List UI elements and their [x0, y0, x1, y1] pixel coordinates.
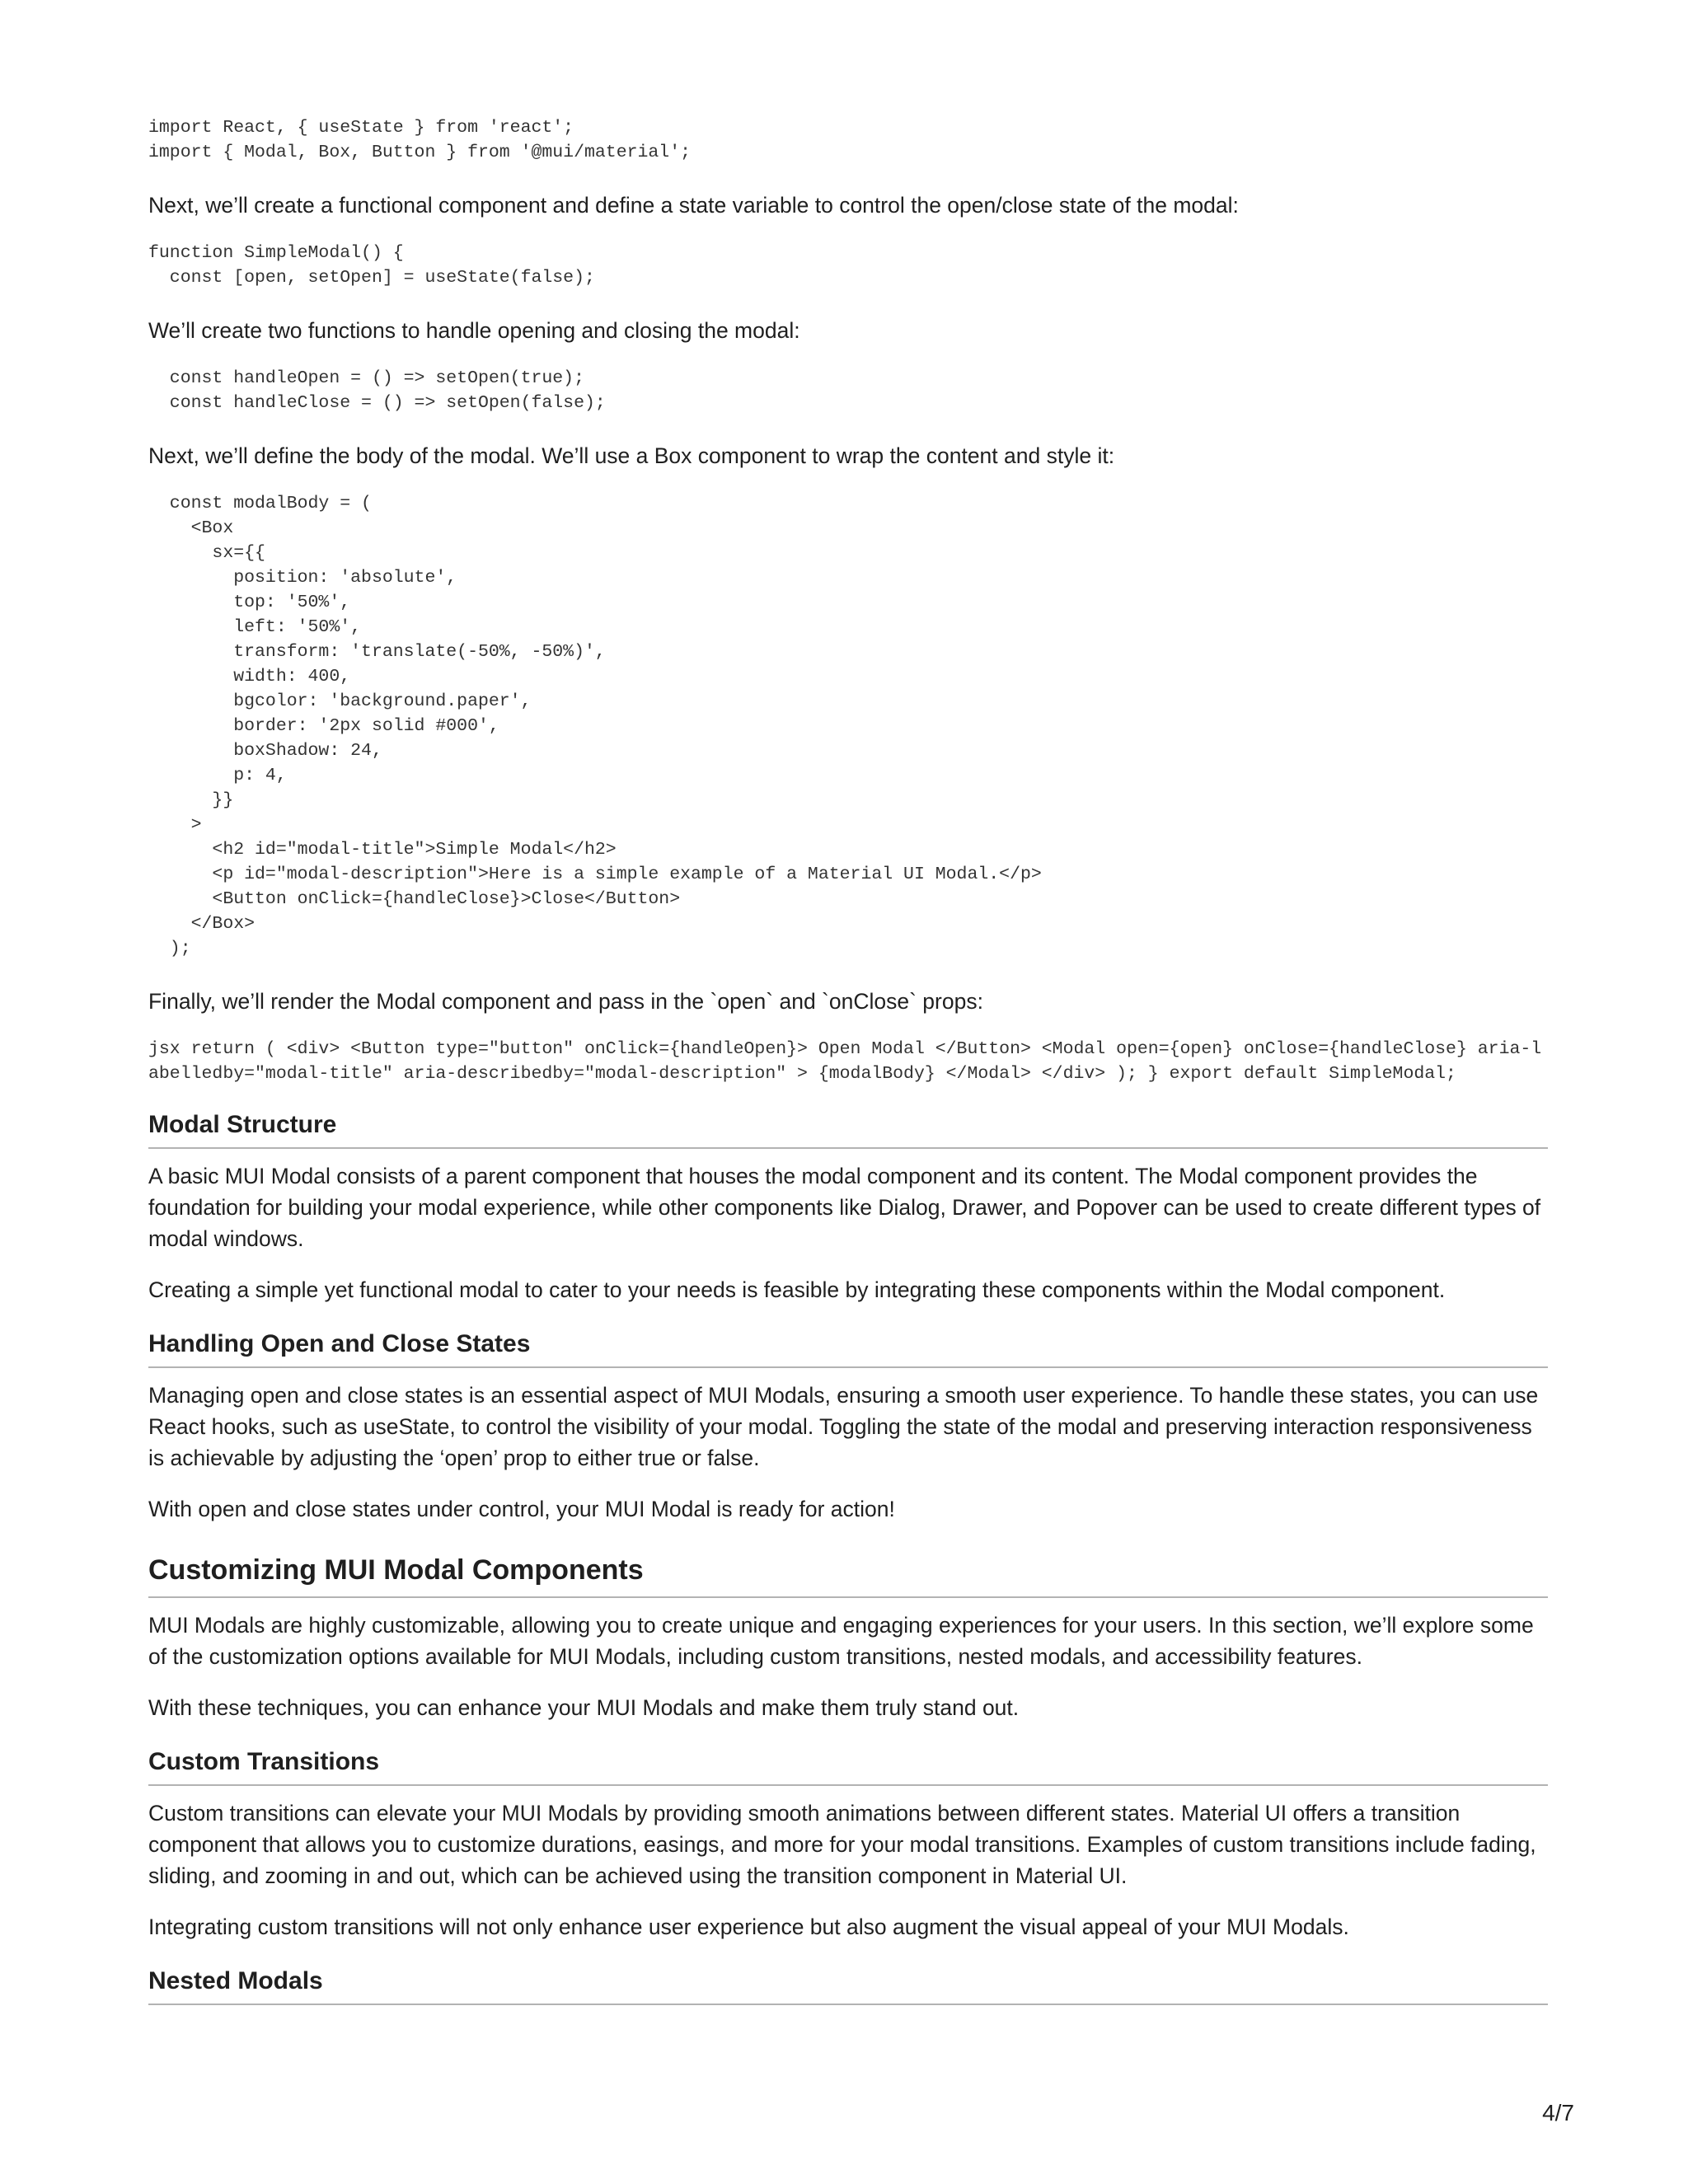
- heading-open-close-states: Handling Open and Close States: [148, 1330, 1548, 1368]
- paragraph-open-close-2: With open and close states under control, your MUI Modal is ready for action!: [148, 1497, 895, 1521]
- page-number: 4/7: [1542, 2100, 1574, 2125]
- paragraph-custom-2: With these techniques, you can enhance your MUI Modals and make them truly stand out.: [148, 1695, 1020, 1720]
- code-block-component: function SimpleModal() { const [open, setOpen] = useState(false);: [148, 243, 595, 288]
- paragraph-open-close-1: Managing open and close states is an essential aspect of MUI Modals, ensuring a smooth user experience. To handle these states, you can use React hooks, such as useState, to control the visibility of your modal. Toggling the state of the modal and preserving interaction responsiveness is achievable by adjusting the ‘open’ prop to either true or false.: [148, 1383, 1539, 1470]
- paragraph-custom-1: MUI Modals are highly customizable, allowing you to create unique and engaging experiences for your users. In this section, we’ll explore some of the customization options available for MUI Modals, including custom transitions, nested modals, and accessibility features.: [148, 1613, 1534, 1669]
- code-block-imports: import React, { useState } from 'react'; import { Modal, Box, Button } from '@mui/material';: [148, 118, 692, 162]
- paragraph-finally: Finally, we’ll render the Modal component and pass in the `open` and `onClose` props:: [148, 989, 983, 1014]
- paragraph-structure-2: Creating a simple yet functional modal to cater to your needs is feasible by integrating these components within the Modal component.: [148, 1277, 1446, 1302]
- paragraph-transitions-1: Custom transitions can elevate your MUI Modals by providing smooth animations between different states. Material UI offers a transition component that allows you to customize durations, easings, and more for your modal transitions. Examples of custom transitions include fading, sliding, and zooming in and out, which can be achieved using the transition component in Material UI.: [148, 1801, 1536, 1888]
- heading-customizing-components: Customizing MUI Modal Components: [148, 1554, 1548, 1598]
- heading-nested-modals: Nested Modals: [148, 1967, 1548, 2005]
- paragraph-two-functions: We’ll create two functions to handle opening and closing the modal:: [148, 318, 800, 343]
- code-block-handlers: const handleOpen = () => setOpen(true); const handleClose = () => setOpen(false);: [169, 368, 606, 413]
- paragraph-modal-body: Next, we’ll define the body of the modal. We’ll use a Box component to wrap the content and style it:: [148, 443, 1115, 468]
- heading-custom-transitions: Custom Transitions: [148, 1748, 1548, 1786]
- article-content: [148, 107, 1548, 2005]
- paragraph-structure-1: A basic MUI Modal consists of a parent component that houses the modal component and its content. The Modal component provides the foundation for building your modal experience, while other components like Dialog, Drawer, and Popover can be used to create different types of modal windows.: [148, 1164, 1541, 1251]
- code-block-modal-body: const modalBody = ( <Box sx={{ position: 'absolute', top: '50%', left: '50%', transform: 'translate(-50%, -50%)', width: 400, bgcolor: 'background.paper', border: '2px solid #000', boxShadow: 24, p: 4, }} > <h2 id="modal-title">Simple Modal</h2> <p id="modal-description">Here is a simple example of a Material UI Modal.</p> <Button onClick={handleClose}>Close</Button> </Box> );: [169, 494, 1042, 958]
- paragraph-transitions-2: Integrating custom transitions will not only enhance user experience but also augment the visual appeal of your MUI Modals.: [148, 1915, 1349, 1939]
- paragraph-functional-component: Next, we’ll create a functional component and define a state variable to control the open/close state of the modal:: [148, 193, 1239, 218]
- heading-modal-structure: Modal Structure: [148, 1111, 1548, 1149]
- code-block-render: jsx return ( <div> <Button type="button" onClick={handleOpen}> Open Modal </Button> <Modal open={open} onClose={handleClose} aria-labelledby="modal-title" aria-describedby="modal-description" > {modalBody} </Modal> </div> ); } export default SimpleModal;: [148, 1039, 1542, 1084]
